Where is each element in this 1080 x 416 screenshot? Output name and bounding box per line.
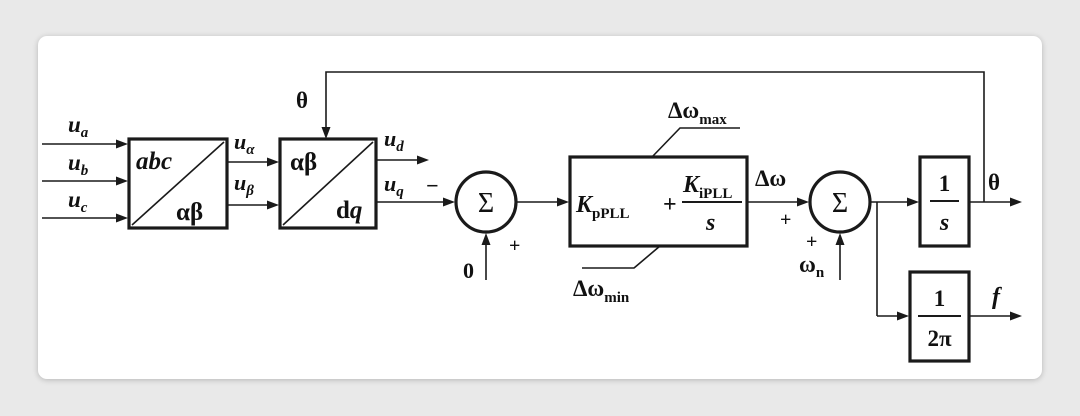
arrow-alpha [267, 158, 279, 167]
min-limit-line [582, 246, 660, 268]
theta-output-label: θ [988, 170, 1001, 195]
arrow-zero-input [482, 233, 491, 245]
arrow-omega-n [836, 233, 845, 245]
sum1-sigma: Σ [477, 188, 495, 219]
dq-block-bottom-label: dq [336, 197, 363, 224]
arrow-ud [417, 156, 429, 165]
freq-denominator: 2π [927, 326, 952, 351]
input-label-ua: $u_a$ [68, 112, 89, 141]
sum1-plus-sign: + [509, 235, 521, 257]
omega-n-label: $\omega_n$ [799, 252, 825, 281]
sum1-minus-sign: − [426, 173, 439, 198]
arrow-theta-output [1010, 198, 1022, 207]
abc-block-bottom-label: αβ [176, 199, 204, 226]
max-limit-line [652, 128, 740, 157]
u-alpha-label: $u_\alpha$ [234, 129, 255, 158]
f-output-label: f [992, 284, 1000, 310]
theta-feedback-line [326, 72, 984, 202]
max-limit-label: $\Delta\omega_{max}$ [668, 98, 727, 128]
input-label-ub: $u_b$ [68, 150, 89, 179]
dq-block-top-label: αβ [290, 149, 318, 176]
ud-label: $u_d$ [384, 126, 404, 155]
uq-label: $u_q$ [384, 171, 404, 200]
arrow-input-b [116, 177, 128, 186]
input-label-uc: $u_c$ [68, 187, 88, 216]
sum2-plus-bottom: + [806, 231, 818, 253]
kp-label: $K_{pPLL}$ [576, 192, 630, 222]
arrow-error [557, 198, 569, 207]
arrow-to-freq [897, 312, 909, 321]
sum2-plus-left: + [780, 209, 792, 231]
u-beta-label: $u_\beta$ [234, 170, 254, 199]
arrow-beta [267, 201, 279, 210]
arrow-theta-feedback [322, 127, 331, 139]
delta-omega-label: Δω [755, 166, 787, 191]
pi-plus-sign: + [663, 192, 677, 218]
arrow-delta-omega [797, 198, 809, 207]
integrator-denominator: s [939, 210, 950, 236]
pi-denominator-s: s [706, 210, 716, 236]
freq-numerator: 1 [933, 286, 946, 311]
min-limit-label: $\Delta\omega_{min}$ [573, 276, 630, 306]
arrow-uq [443, 198, 455, 207]
sum2-sigma: Σ [831, 188, 849, 219]
integrator-numerator: 1 [938, 171, 951, 196]
arrow-input-c [116, 214, 128, 223]
ki-label: $K_{iPLL}$ [683, 172, 733, 202]
zero-input-label: 0 [463, 258, 474, 283]
arrow-f-output [1010, 312, 1022, 321]
arrow-input-a [116, 140, 128, 149]
arrow-to-integrator [907, 198, 919, 207]
abc-block-top-label: abc [136, 148, 173, 175]
theta-feedback-label: θ [296, 88, 309, 113]
